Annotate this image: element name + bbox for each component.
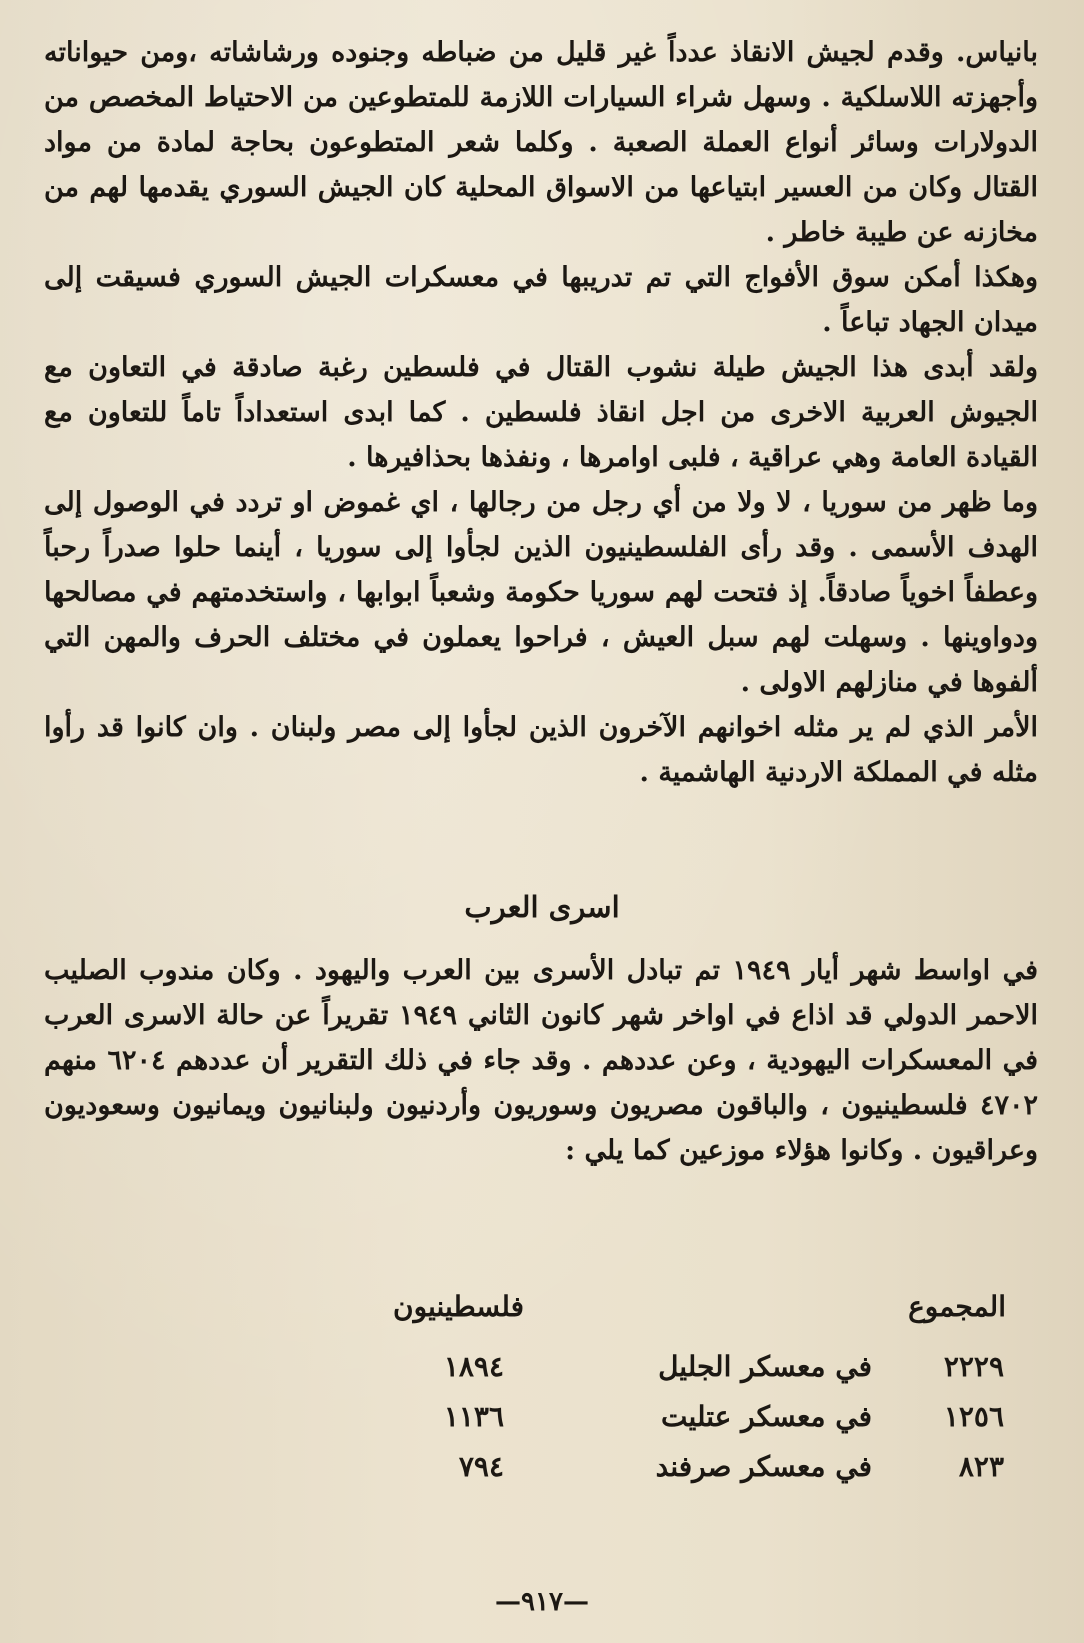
row-palestinians: ١١٣٦ <box>443 1400 504 1433</box>
row-palestinians: ٧٩٤ <box>458 1450 504 1483</box>
paragraph-2: وهكذا أمكن سوق الأفواج التي تم تدريبها في معسكرات الجيش السوري فسيقت إلى ميدان الجهاد تباعاً . <box>44 262 1038 338</box>
section-paragraph <box>44 948 1038 1173</box>
main-text-block <box>44 30 1038 795</box>
page-number: —٩١٧— <box>495 1587 589 1617</box>
table-row <box>0 1450 1084 1494</box>
header-total: المجموع <box>908 1290 1006 1323</box>
row-total: ٢٢٢٩ <box>943 1350 1004 1383</box>
row-total: ١٢٥٦ <box>943 1400 1004 1433</box>
prisoners-table <box>0 1290 1084 1560</box>
header-palestinians: فلسطينيون <box>393 1290 524 1323</box>
table-row <box>0 1350 1084 1394</box>
row-palestinians: ١٨٩٤ <box>443 1350 504 1383</box>
section-paragraph-text: في اواسط شهر أيار ١٩٤٩ تم تبادل الأسرى بين العرب واليهود . وكان مندوب الصليب الاحمر الدولي قد اذاع في اواخر شهر كانون الثاني ١٩٤٩ تقريراً عن حالة الاسرى العرب في المعسكرات اليهودية ، وعن عددهم . وقد جاء في ذلك التقرير أن عددهم ٦٢٠٤ منهم ٤٧٠٢ فلسطينيون ، والباقون مصريون وسوريون وأردنيون ولبنانيون ويمانيون وسعوديون وعراقيون . وكانوا هؤلاء موزعين كما يلي : <box>44 955 1039 1166</box>
section-heading: اسرى العرب <box>464 890 620 924</box>
row-total: ٨٢٣ <box>958 1450 1004 1483</box>
table-row <box>0 1400 1084 1444</box>
row-camp: في معسكر عتليت <box>661 1400 872 1433</box>
paragraph-4: وما ظهر من سوريا ، لا ولا من أي رجل من رجالها ، اي غموض او تردد في الوصول إلى الهدف الأسمى . وقد رأى الفلسطينيون الذين لجأوا إلى سوريا ، أينما حلوا صدراً رحباً وعطفاً اخوياً صادقاً. إذ فتحت لهم سوريا حكومة وشعباً ابوابها ، واستخدمتهم في مصالحها ودواوينها . وسهلت لهم سبل العيش ، فراحوا يعملون في مختلف الحرف والمهن التي ألفوها في منازلهم الاولى . <box>44 487 1038 698</box>
row-camp: في معسكر صرفند <box>655 1450 872 1483</box>
paragraph-5: الأمر الذي لم ير مثله اخوانهم الآخرون الذين لجأوا إلى مصر ولبنان . وان كانوا قد رأوا مثله في المملكة الاردنية الهاشمية . <box>44 712 1038 788</box>
row-camp: في معسكر الجليل <box>658 1350 872 1383</box>
paragraph-1: بانياس. وقدم لجيش الانقاذ عدداً غير قليل من ضباطه وجنوده ورشاشاته ،ومن حيواناته وأجهزته اللاسلكية . وسهل شراء السيارات اللازمة للمتطوعين من الاحتياط المخصص من الدولارات وسائر أنواع العملة الصعبة . وكلما شعر المتطوعون بحاجة لمادة من مواد القتال وكان من العسير ابتياعها من الاسواق المحلية كان الجيش السوري يقدمها لهم من مخازنه عن طيبة خاطر . <box>44 37 1038 248</box>
paragraph-3: ولقد أبدى هذا الجيش طيلة نشوب القتال في فلسطين رغبة صادقة في التعاون مع الجيوش العربية الاخرى من اجل انقاذ فلسطين . كما ابدى استعداداً تاماً للتعاون مع القيادة العامة وهي عراقية ، فلبى اوامرها ، ونفذها بحذافيرها . <box>44 352 1038 473</box>
